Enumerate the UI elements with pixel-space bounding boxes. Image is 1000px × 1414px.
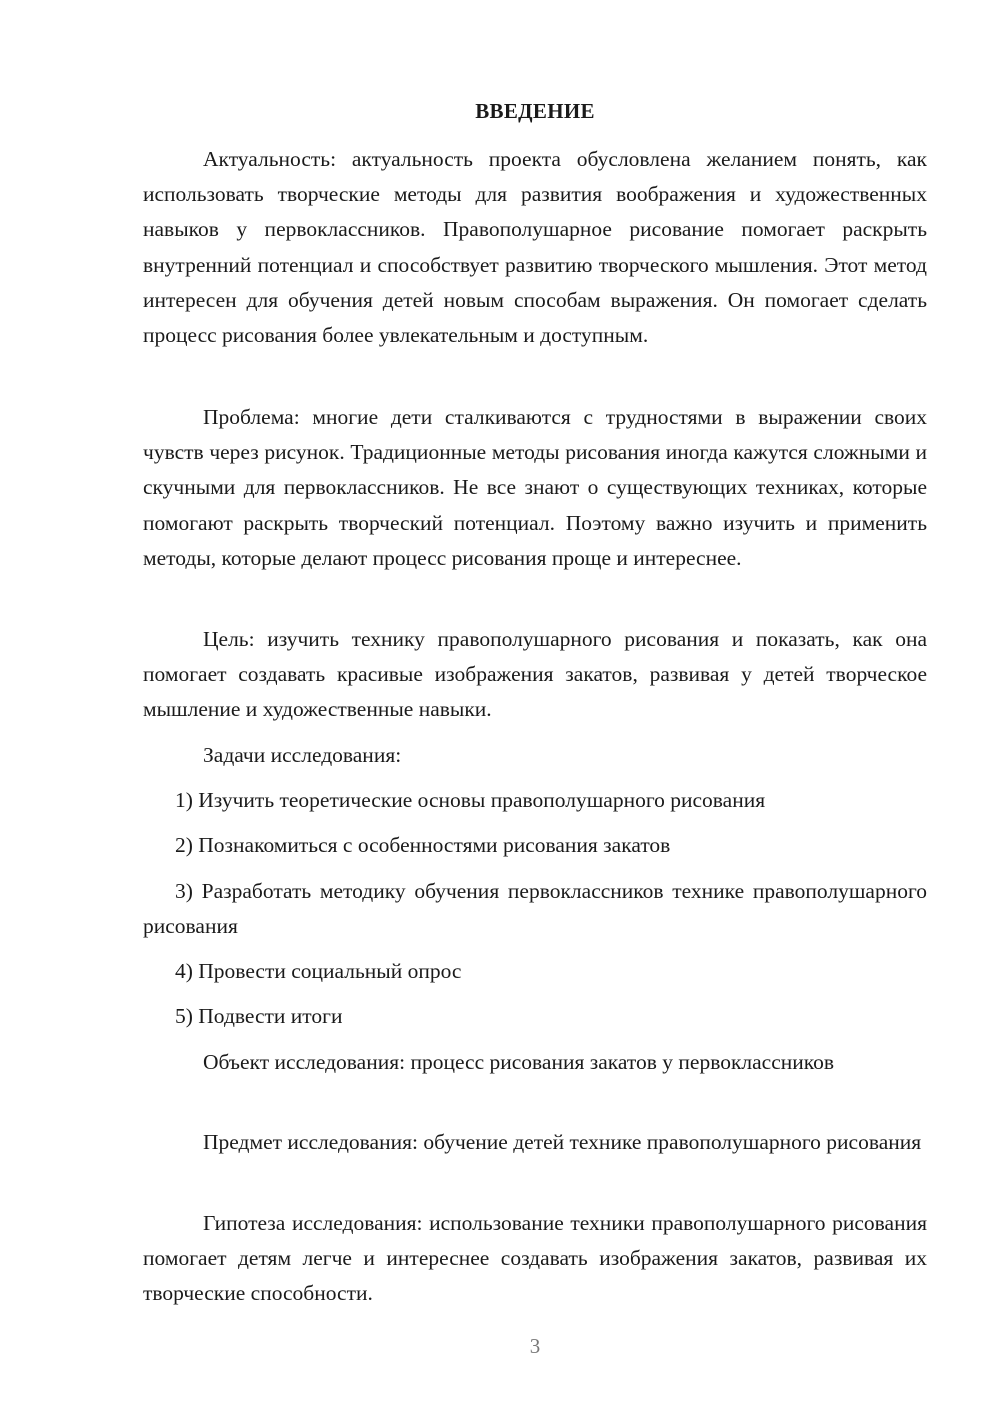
hypothesis-paragraph: Гипотеза исследования: использование техники правополушарного рисования помогает детям легче и интереснее создавать изображения закатов, развивая их творческие способности. [143, 1211, 927, 1306]
problem-paragraph: Проблема: многие дети сталкиваются с трудностями в выражении своих чувств через рисунок. Традиционные методы рисования иногда кажутся сложными и скучными для первоклассников. Не все знают о существующих техниках, которые помогают раскрыть творческий потенциал. Поэтому важно изучить и применить методы, которые делают процесс рисования проще и интереснее. [143, 405, 927, 570]
object-paragraph: Объект исследования: процесс рисования закатов у первоклассников [203, 1050, 835, 1074]
task-item-5: 5) Подвести итоги [175, 1004, 343, 1028]
task-item-2: 2) Познакомиться с особенностями рисования закатов [175, 833, 671, 857]
relevance-paragraph: Актуальность: актуальность проекта обусловлена желанием понять, как использовать творческие методы для развития воображения и художественных навыков у первоклассников. Правополушарное рисование помогает раскрыть внутренний потенциал и способствует развитию творческого мышления. Этот метод интересен для обучения детей новым способам выражения. Он помогает сделать процесс рисования более увлекательным и доступным. [143, 147, 927, 348]
goal-paragraph: Цель: изучить технику правополушарного рисования и показать, как она помогает создавать красивые изображения закатов, развивая у детей творческое мышление и художественные навыки. [143, 627, 927, 722]
task-item-3: 3) Разработать методику обучения первоклассников технике правополушарного рисования [143, 879, 927, 938]
task-item-1: 1) Изучить теоретические основы правополушарного рисования [175, 788, 766, 812]
section-title: ВВЕДЕНИЕ [475, 99, 595, 123]
task-item-4: 4) Провести социальный опрос [175, 959, 462, 983]
tasks-heading: Задачи исследования: [203, 743, 402, 767]
page-number: 3 [529, 1334, 541, 1358]
subject-paragraph: Предмет исследования: обучение детей технике правополушарного рисования [203, 1130, 922, 1154]
